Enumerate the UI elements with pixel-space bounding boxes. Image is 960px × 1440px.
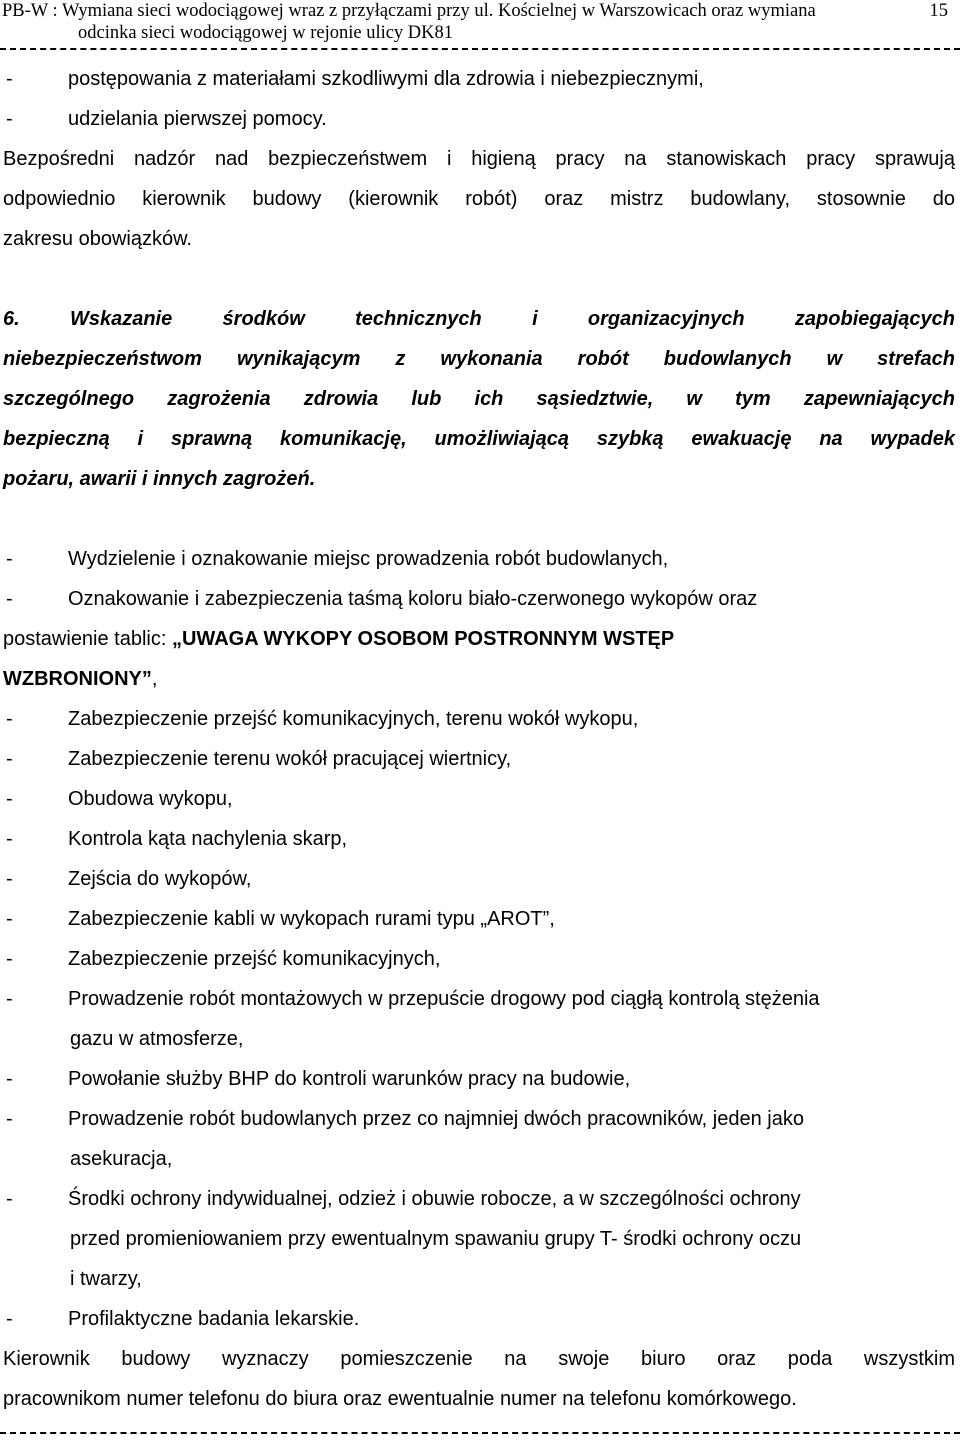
list-item-continuation: postawienie tablic: „UWAGA WYKOPY OSOBOM POSTRONNYM WSTĘP xyxy=(3,628,675,650)
list-item-continuation: i twarzy, xyxy=(70,1268,142,1290)
header-title-line-1: PB-W : Wymiana sieci wodociągowej wraz z przyłączami przy ul. Kościelnej w Warszowicach oraz wymiana xyxy=(2,1,816,21)
page-number: 15 xyxy=(929,1,948,21)
list-item-text: Profilaktyczne badania lekarskie. xyxy=(68,1308,360,1330)
list-item-text: Zejścia do wykopów, xyxy=(68,868,252,890)
paragraph-line: Kierownik budowy wyznaczy pomieszczenie na swoje biuro oraz poda wszystkim xyxy=(3,1348,955,1370)
list-item-text: Zabezpieczenie przejść komunikacyjnych, terenu wokół wykopu, xyxy=(68,708,639,730)
warning-sign-text: WZBRONIONY” xyxy=(3,668,152,690)
paragraph-line: odpowiednio kierownik budowy (kierownik robót) oraz mistrz budowlany, stosownie do xyxy=(3,188,955,210)
section-heading: niebezpieczeństwom wynikającym z wykonania robót budowlanych w strefach xyxy=(3,348,955,370)
list-item-continuation: gazu w atmosferze, xyxy=(70,1028,244,1050)
paragraph-line: Bezpośredni nadzór nad bezpieczeństwem i higieną pracy na stanowiskach pracy sprawują xyxy=(3,148,955,170)
list-item-text: Zabezpieczenie przejść komunikacyjnych, xyxy=(68,948,441,970)
paragraph-line: zakresu obowiązków. xyxy=(3,228,192,250)
list-item-text: postępowania z materiałami szkodliwymi dla zdrowia i niebezpiecznymi, xyxy=(68,68,704,90)
header-divider xyxy=(0,48,960,50)
list-item-continuation: WZBRONIONY”, xyxy=(3,668,158,690)
section-heading: szczególnego zagrożenia zdrowia lub ich sąsiedztwie, w tym zapewniających xyxy=(3,388,955,410)
header-title xyxy=(2,0,902,44)
list-item-text: Kontrola kąta nachylenia skarp, xyxy=(68,828,348,850)
section-heading: bezpieczną i sprawną komunikację, umożliwiającą szybką ewakuację na wypadek xyxy=(3,428,955,450)
list-item-text: Oznakowanie i zabezpieczenia taśmą koloru biało-czerwonego wykopów oraz xyxy=(68,588,758,610)
header-title-line-2: odcinka sieci wodociągowej w rejonie ulicy DK81 xyxy=(78,23,454,43)
list-item-text: Zabezpieczenie terenu wokół pracującej wiertnicy, xyxy=(68,748,512,770)
warning-sign-text: „UWAGA WYKOPY OSOBOM POSTRONNYM WSTĘP xyxy=(171,628,675,650)
page-header xyxy=(0,0,960,60)
list-item-text: Prowadzenie robót budowlanych przez co najmniej dwóch pracowników, jeden jako xyxy=(68,1108,804,1130)
paragraph-line: pracownikom numer telefonu do biura oraz ewentualnie numer na telefonu komórkowego. xyxy=(3,1388,797,1410)
section-heading: 6. Wskazanie środków technicznych i organizacyjnych zapobiegających xyxy=(3,308,955,330)
list-item-continuation: asekuracja, xyxy=(70,1148,173,1170)
list-item-text: Zabezpieczenie kabli w wykopach rurami typu „AROT”, xyxy=(68,908,555,930)
list-item-continuation: przed promieniowaniem przy ewentualnym spawaniu grupy T- środki ochrony oczu xyxy=(70,1228,802,1250)
footer-divider xyxy=(0,1432,960,1434)
list-item-text: Prowadzenie robót montażowych w przepuście drogowy pod ciągłą kontrolą stężenia xyxy=(68,988,820,1010)
list-item-text: Wydzielenie i oznakowanie miejsc prowadzenia robót budowlanych, xyxy=(68,548,669,570)
list-item-text: Środki ochrony indywidualnej, odzież i obuwie robocze, a w szczególności ochrony xyxy=(68,1188,801,1210)
list-item-text: udzielania pierwszej pomocy. xyxy=(68,108,327,130)
section-heading: pożaru, awarii i innych zagrożeń. xyxy=(3,468,316,490)
list-item-text: Obudowa wykopu, xyxy=(68,788,233,810)
list-item-text: Powołanie służby BHP do kontroli warunków pracy na budowie, xyxy=(68,1068,631,1090)
